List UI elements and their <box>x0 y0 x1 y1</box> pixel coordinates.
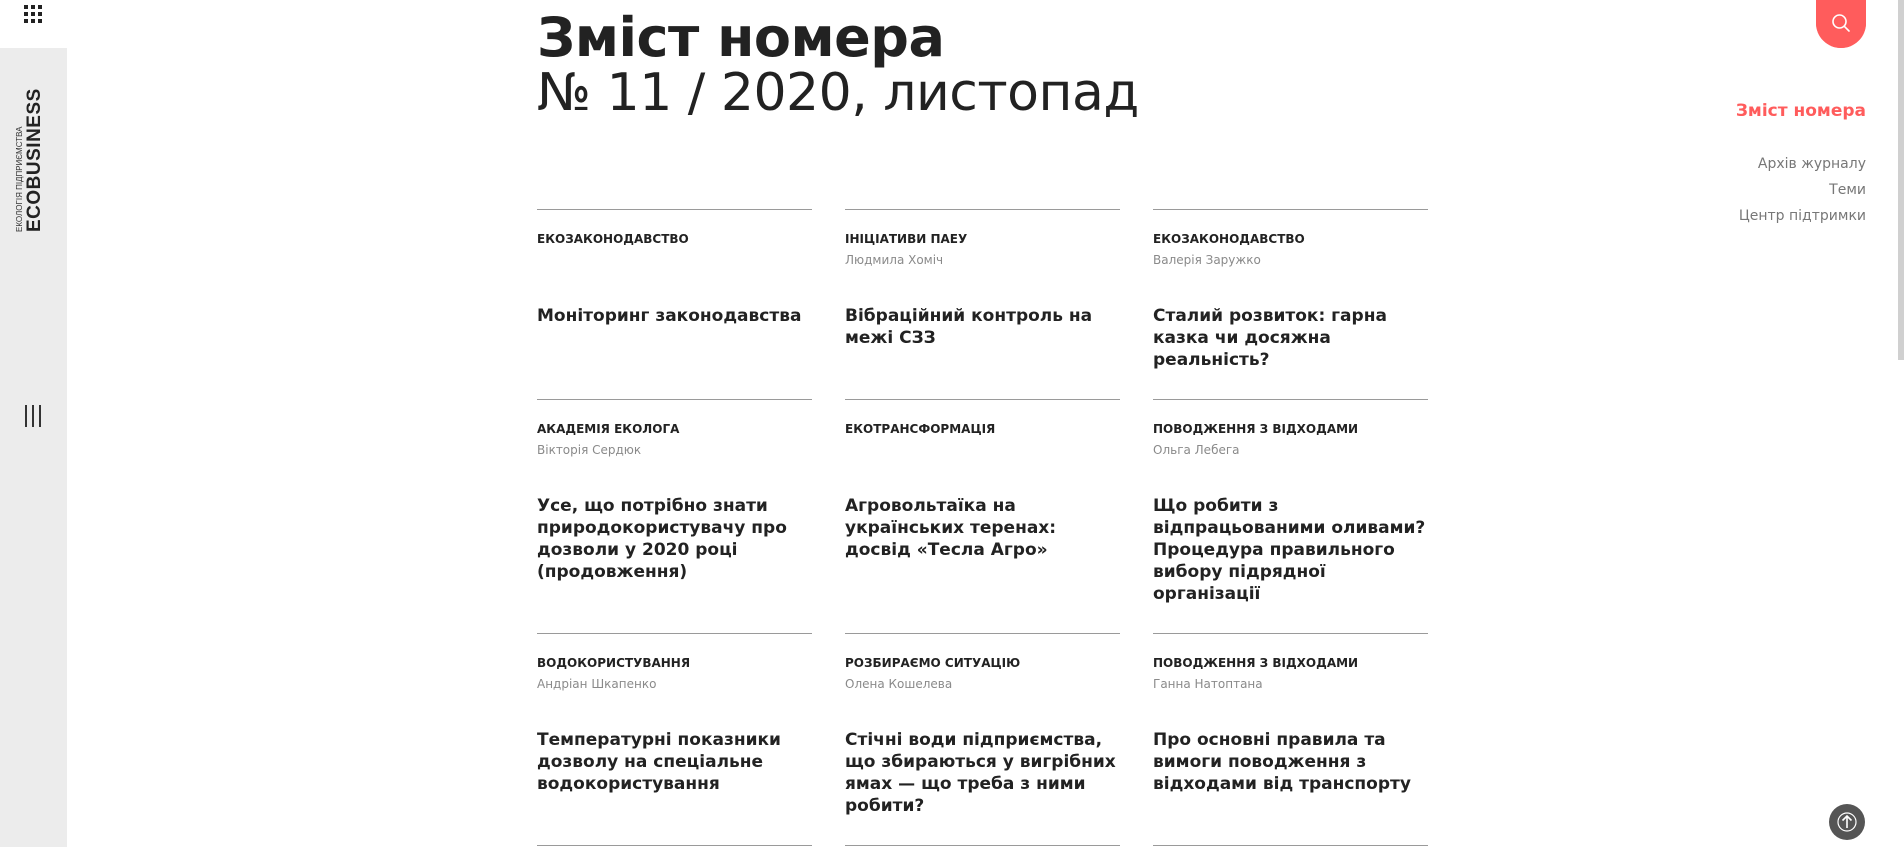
article-rubric[interactable]: ВОДОКОРИСТУВАННЯ <box>537 656 691 670</box>
article-card[interactable] <box>1153 633 1428 794</box>
article-author: Олена Кошелева <box>845 677 953 691</box>
search-button[interactable] <box>1816 0 1866 48</box>
article-card[interactable] <box>537 633 812 794</box>
page-title: Зміст номера <box>537 6 945 69</box>
article-rubric[interactable]: ЕКОЗАКОНОДАВСТВО <box>537 232 689 246</box>
apps-grid-button[interactable] <box>0 0 67 48</box>
article-card[interactable] <box>537 209 812 326</box>
article-headline[interactable]: Усе, що потрібно знати природокористувачу про дозволи у 2020 році (продовження) <box>537 496 787 582</box>
article-card[interactable] <box>845 209 1120 348</box>
article-card[interactable] <box>845 633 1120 816</box>
article-rubric[interactable]: ПОВОДЖЕННЯ З ВІДХОДАМИ <box>1153 422 1359 436</box>
article-card[interactable] <box>537 399 812 582</box>
article-author: Андріан Шкапенко <box>537 677 657 691</box>
arrow-up-icon <box>1837 811 1857 833</box>
menu-bars-icon[interactable] <box>24 405 42 427</box>
grid-icon <box>24 5 42 23</box>
left-sidebar <box>0 0 67 847</box>
search-icon <box>1831 13 1851 33</box>
brand-tagline: ЕКОЛОГІЯ ПІДПРИЄМСТВА <box>15 126 24 232</box>
nav-item-archive[interactable]: Архів журналу <box>1757 156 1866 172</box>
article-rubric[interactable]: ІНІЦІАТИВИ ПАЕУ <box>845 232 968 246</box>
article-rubric[interactable]: РОЗБИРАЄМО СИТУАЦІЮ <box>845 656 1021 670</box>
article-rubric[interactable]: ЕКОТРАНСФОРМАЦІЯ <box>845 422 996 436</box>
article-headline[interactable]: Агровольтаїка на українських теренах: досвід «Тесла Агро» <box>845 496 1057 560</box>
article-headline[interactable]: Що робити з відпрацьованими оливами? Процедура правильного вибору підрядної організації <box>1153 496 1426 604</box>
article-author: Ганна Натоптана <box>1153 677 1263 691</box>
brand-logo[interactable] <box>15 72 51 232</box>
nav-item-support[interactable]: Центр підтримки <box>1738 208 1866 224</box>
article-card[interactable] <box>1153 399 1428 604</box>
article-author: Валерія Заружко <box>1153 253 1261 267</box>
article-headline[interactable]: Температурні показники дозволу на спеціальне водокористування <box>537 730 781 794</box>
article-headline[interactable]: Вібраційний контроль на межі СЗЗ <box>845 306 1093 348</box>
article-headline[interactable]: Стічні води підприємства, що збираються у вигрібних ямах — що треба з ними робити? <box>845 730 1116 816</box>
article-rubric[interactable]: ЕКОЗАКОНОДАВСТВО <box>1153 232 1305 246</box>
nav-item-topics[interactable]: Теми <box>1829 182 1866 198</box>
article-card-divider <box>1153 845 1428 846</box>
page-scrollbar[interactable] <box>1898 0 1904 360</box>
article-card[interactable] <box>1153 209 1428 370</box>
article-headline[interactable]: Про основні правила та вимоги поводження з відходами від транспорту <box>1153 730 1411 794</box>
article-rubric[interactable]: ПОВОДЖЕННЯ З ВІДХОДАМИ <box>1153 656 1359 670</box>
article-rubric[interactable]: АКАДЕМІЯ ЕКОЛОГА <box>537 422 680 436</box>
scroll-top-button[interactable] <box>1829 804 1865 840</box>
article-headline[interactable]: Моніторинг законодавства <box>537 306 802 326</box>
article-card-divider <box>845 845 1120 846</box>
article-headline[interactable]: Сталий розвиток: гарна казка чи досяжна реальність? <box>1153 306 1387 370</box>
article-author: Вікторія Сердюк <box>537 443 642 457</box>
article-card[interactable] <box>845 399 1120 560</box>
article-card-divider <box>537 845 812 846</box>
article-author: Ольга Лебега <box>1153 443 1240 457</box>
issue-subtitle: № 11 / 2020, листопад <box>537 63 1139 123</box>
nav-item-contents[interactable]: Зміст номера <box>1735 101 1866 121</box>
article-author: Людмила Хоміч <box>845 253 944 267</box>
brand-name: ECOBUSINESS <box>24 88 45 232</box>
